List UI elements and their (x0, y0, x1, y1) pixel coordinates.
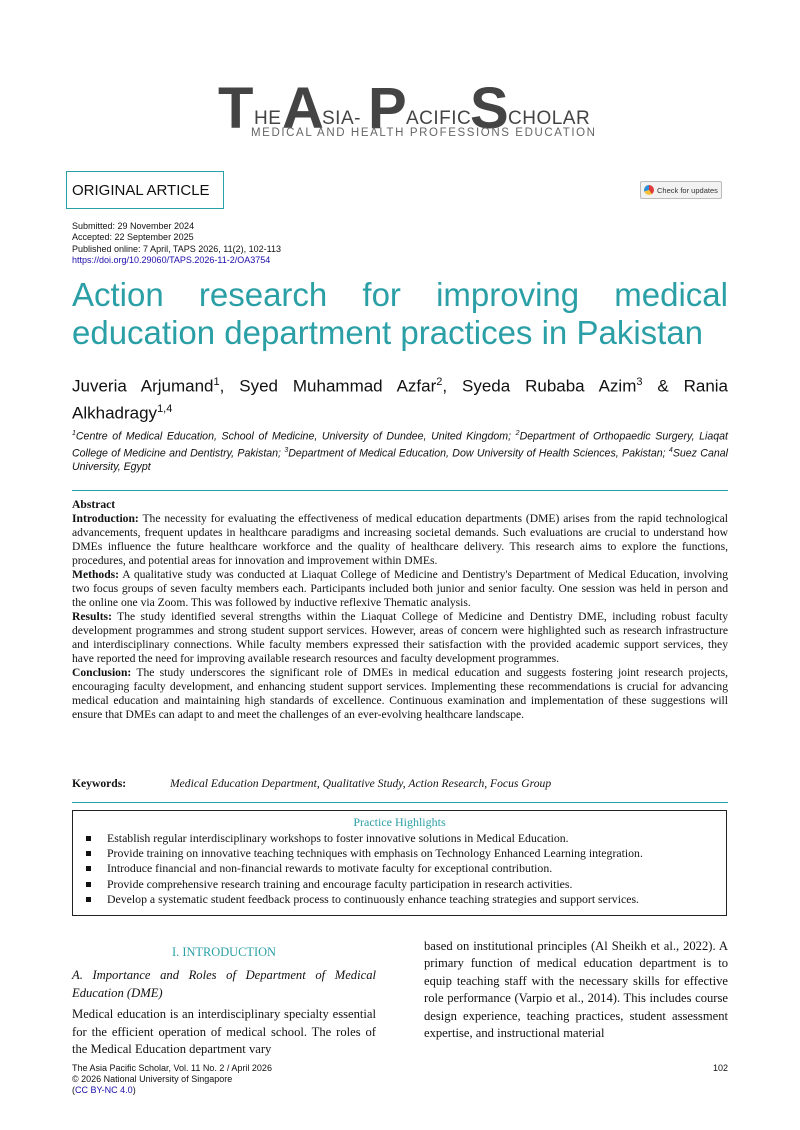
affiliation-text: Centre of Medical Education, School of Medicine, University of Dundee, United Kingdom; (75, 430, 516, 443)
author-affiliation-mark: 1,4 (157, 402, 173, 415)
logo-letter-t: T (218, 76, 254, 141)
abstract (72, 498, 728, 722)
author-affiliation-mark: 1 (213, 376, 220, 388)
list-item (73, 861, 726, 876)
affiliation-text: Department of Orthopaedic Surgery, Liaqat College of Medicine and Dentistry, Pakistan; (72, 430, 728, 460)
affiliation-mark: 1 (72, 430, 76, 437)
abstract-intro-label: Introduction: (72, 512, 139, 525)
abstract-conclusion-label: Conclusion: (72, 666, 132, 679)
practice-highlights-box (72, 810, 727, 916)
author-name: , Syeda Rubaba Azim (442, 376, 637, 396)
logo-text-sia: SIA- (322, 108, 361, 129)
author-name: , Syed Muhammad Azfar (219, 376, 437, 396)
affiliation-text: Department of Medical Education, Dow University of Health Sciences, Pakistan; (288, 447, 669, 460)
article-type-box: ORIGINAL ARTICLE (66, 171, 224, 209)
logo-letter-p: P (368, 76, 407, 141)
affiliation-mark: 3 (284, 447, 289, 455)
abstract-methods-label: Methods: (72, 568, 120, 581)
logo-text-he: HE (254, 108, 282, 129)
divider-top (72, 490, 728, 491)
practice-highlights-list (73, 831, 726, 907)
abstract-results-label: Results: (72, 610, 112, 623)
body-column-right (424, 938, 728, 1042)
page-footer (72, 1063, 728, 1097)
footer-copyright: © 2026 National University of Singapore (72, 1074, 233, 1085)
affiliation-mark: 4 (668, 447, 673, 455)
affiliation-text: Suez Canal University, Egypt (72, 447, 728, 474)
submitted-date: Submitted: 29 November 2024 (72, 221, 195, 231)
publication-info (72, 221, 281, 267)
abstract-methods (72, 568, 728, 610)
footer-license (72, 1085, 728, 1096)
logo-text-acific: ACIFIC (406, 108, 472, 129)
affiliations (72, 427, 728, 475)
square-bullet-icon (86, 882, 91, 887)
page-number: 102 (712, 1063, 728, 1073)
published-info: Published online: 7 April, TAPS 2026, 11(2), 102-113 (72, 243, 281, 254)
check-for-updates-label: Check for updates (657, 185, 718, 195)
license-paren: ) (132, 1085, 136, 1096)
square-bullet-icon (86, 866, 91, 871)
article-title (72, 276, 728, 352)
divider-bottom (72, 802, 728, 803)
abstract-methods-text: A qualitative study was conducted at Liaquat College of Medicine and Dentistry's Department of Medical Education, involving two focus groups of seven faculty members each. Participants included both junior and senior faculty. One session was held in person and the online one via Zoom. This was followed by inductive reflexive Thematic analysis. (72, 568, 728, 609)
square-bullet-icon (86, 836, 91, 841)
list-item (73, 831, 726, 846)
keywords-value: Medical Education Department, Qualitative Study, Action Research, Focus Group (170, 777, 552, 790)
affiliation-mark: 2 (515, 430, 520, 437)
doi-link[interactable]: https://doi.org/10.29060/TAPS.2026-11-2/OA3754 (72, 255, 271, 266)
body-column-left (72, 944, 376, 1058)
license-link[interactable]: CC BY-NC 4.0 (75, 1085, 133, 1096)
list-item-text: Establish regular interdisciplinary workshops to foster innovative solutions in Medical Education. (107, 831, 569, 845)
list-item-text: Introduce financial and non-financial rewards to motivate faculty for exceptional contribution. (107, 861, 553, 876)
author-name: Juveria Arjumand (72, 376, 214, 396)
subsection-heading: A. Importance and Roles of Department of Medical Education (DME) (72, 968, 376, 1000)
crossmark-icon (644, 185, 654, 195)
section-heading-introduction: I. INTRODUCTION (172, 945, 276, 959)
list-item-text: Develop a systematic student feedback process to continuously enhance teaching strategies and support services. (107, 891, 640, 906)
list-item-text: Provide training on innovative teaching techniques with emphasis on Technology Enhanced Learning integration. (107, 846, 643, 861)
logo-text-cholar: CHOLAR (508, 108, 591, 129)
practice-highlights-title: Practice Highlights (353, 815, 446, 829)
check-for-updates-button[interactable] (640, 181, 722, 199)
abstract-intro-text: The necessity for evaluating the effectiveness of medical education departments (DME) arises from the rapid technological advancements, frequent updates in healthcare paradigms and increasing societal demands. Such evaluations are crucial to understand how DMEs influence the future healthcare workforce and the quality of healthcare delivery. This research aims to explore the functions, procedures, and potential areas for innovation and improvement within DMEs. (72, 512, 728, 567)
abstract-conclusion-text: The study underscores the significant role of DMEs in medical education and suggests fostering joint research projects, encouraging faculty development, and enhancing student support services. Implementing these recommendations is crucial for advancing medical education and maintaining high standards of excellence. Continuous examination and implementation of these suggestions will ensure that DMEs can adapt to and meet the challenges of an ever-evolving healthcare landscape. (72, 666, 728, 721)
abstract-heading: Abstract (72, 498, 116, 511)
footer-journal: The Asia Pacific Scholar, Vol. 11 No. 2 / April 2026 (72, 1063, 272, 1073)
author-name: & Rania Alkhadragy (72, 376, 729, 423)
keywords-label: Keywords: (72, 777, 127, 790)
square-bullet-icon (86, 851, 91, 856)
license-paren: ( (72, 1085, 75, 1096)
abstract-results-text: The study identified several strengths within the Liaquat College of Medicine and Dentistry DME, including robust faculty development programmes and strong student support services. However, areas of concern were highlighted such as research infrastructure and interdisciplinary connections. While faculty members expressed their satisfaction with the provided academic support services, they have reported the need for improving available research resources and faculty development programmes. (72, 610, 728, 665)
abstract-conclusion (72, 666, 728, 722)
list-item (73, 846, 726, 861)
keywords (72, 777, 728, 791)
body-paragraph: based on institutional principles (Al Sheikh et al., 2022). A primary function of medical education department is to equip teaching staff with the necessary skills for effective role performance (Varpio et al., 2014). This includes course design experience, teaching practices, student assessment expertise, and instructional material (424, 939, 728, 1041)
author-affiliation-mark: 2 (436, 376, 443, 388)
body-paragraph: Medical education is an interdisciplinary specialty essential for the efficient operation of medical school. The roles of the Medical Education department vary (72, 1007, 376, 1057)
author-affiliation-mark: 3 (636, 376, 643, 388)
title-line-1: Action research for improving medical (72, 276, 728, 313)
journal-subtitle: MEDICAL AND HEALTH PROFESSIONS EDUCATION (251, 127, 597, 139)
author-list (72, 371, 728, 424)
list-item (73, 877, 726, 892)
abstract-results (72, 610, 728, 666)
logo-letter-a: A (282, 76, 324, 141)
list-item (73, 892, 726, 907)
abstract-introduction (72, 512, 728, 568)
title-line-2: education department practices in Pakistan (72, 314, 704, 351)
square-bullet-icon (86, 897, 91, 902)
logo-letter-s: S (470, 76, 509, 141)
accepted-date: Accepted: 22 September 2025 (72, 232, 194, 243)
list-item-text: Provide comprehensive research training and encourage faculty participation in research activities. (107, 876, 573, 891)
